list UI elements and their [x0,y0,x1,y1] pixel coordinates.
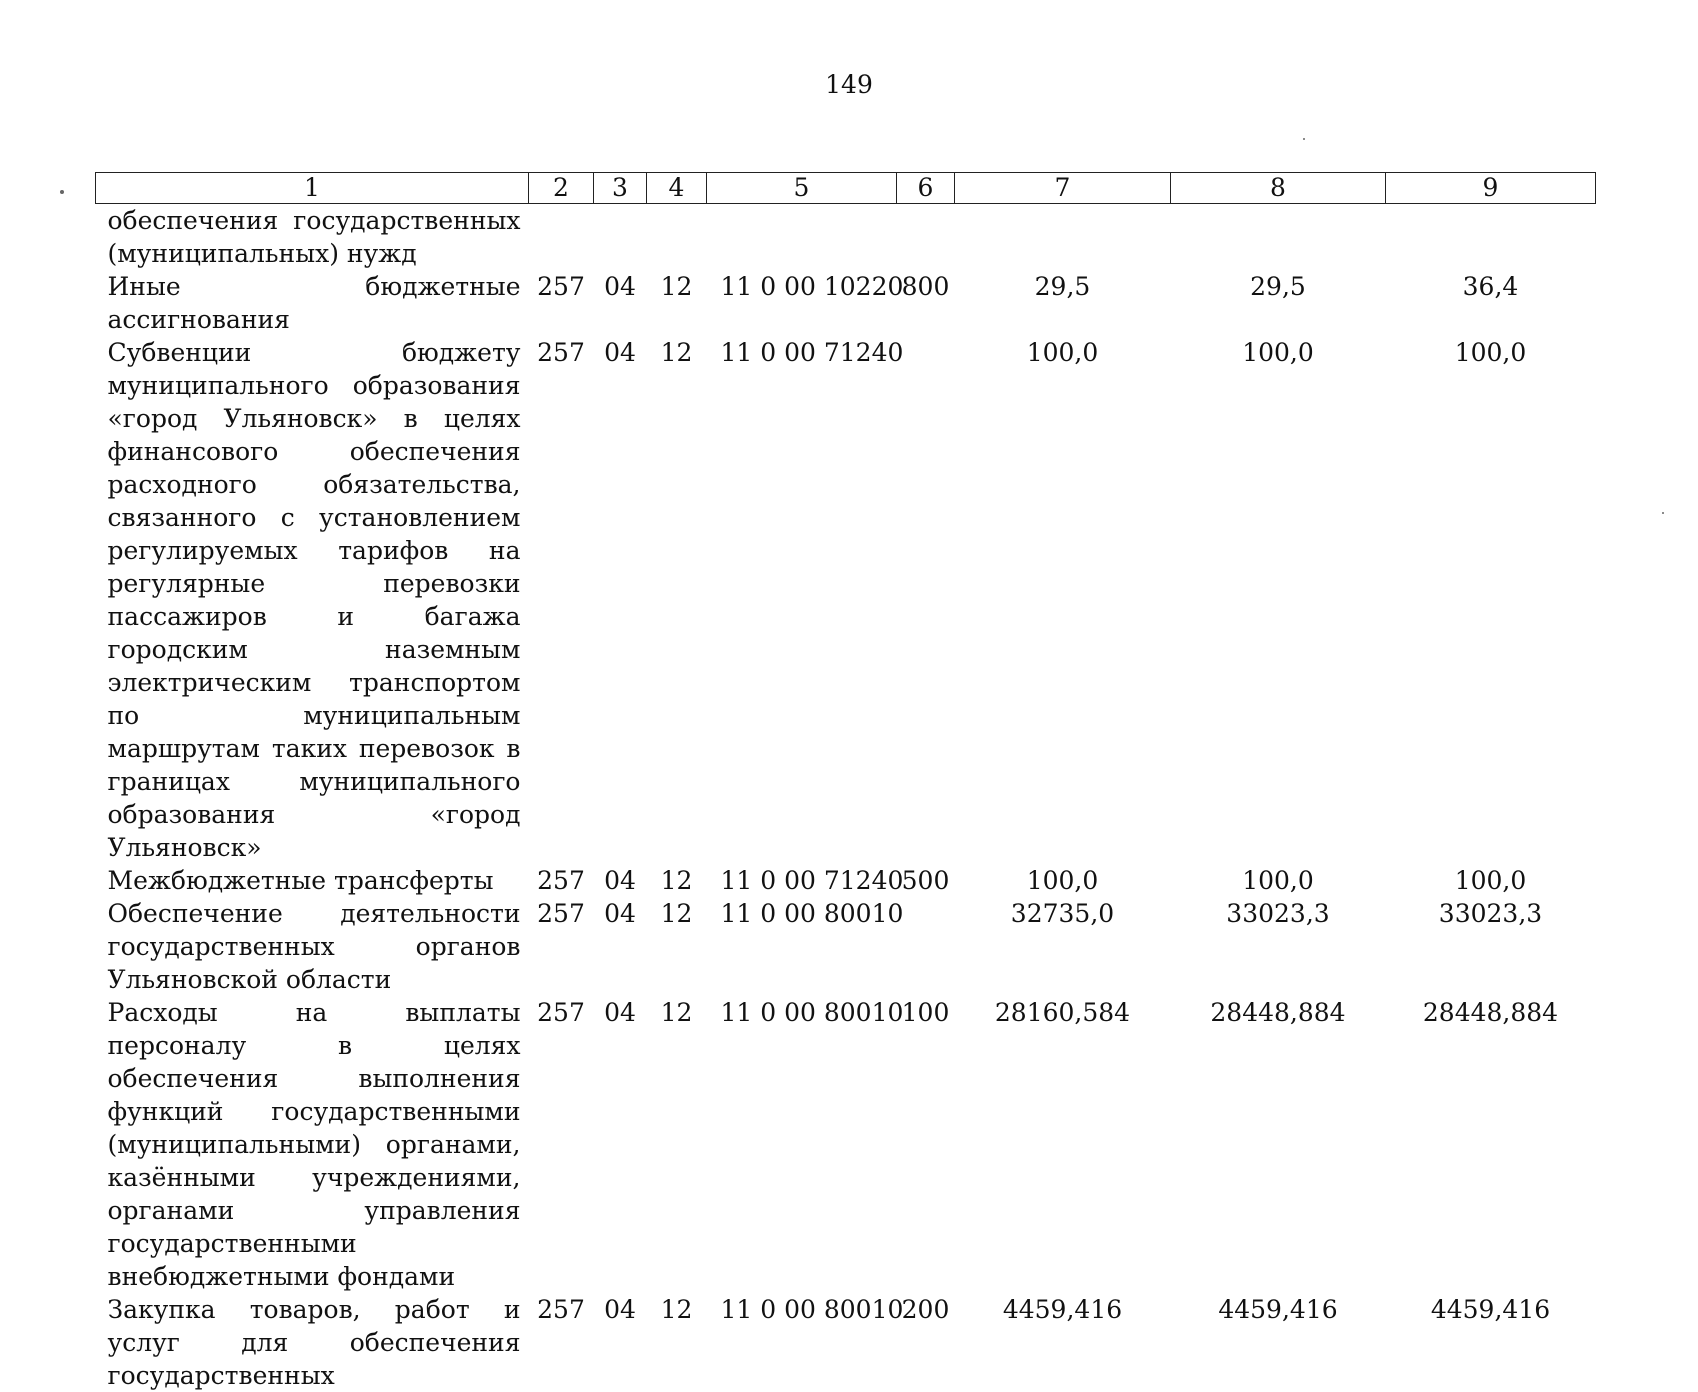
code-col-4: 12 [660,1295,693,1324]
code-col-5: 11 0 00 80010 [720,899,904,928]
code-col-2: 257 [537,1295,585,1324]
code-col-4: 12 [660,866,693,895]
column-header-4: 4 [647,173,707,204]
page-number: 149 [825,70,873,99]
amount-col-9: 28448,884 [1422,998,1559,1027]
table-row [96,1293,1596,1392]
code-col-5 [707,204,897,271]
table-row [96,270,1596,336]
code-col-3: 04 [604,272,636,301]
table-row [96,336,1596,864]
amount-col-7: 4459,416 [1002,1295,1123,1324]
code-col-4: 12 [660,998,693,1027]
code-col-6: 100 [901,998,950,1027]
column-header-9: 9 [1386,173,1596,204]
amount-col-8: 100,0 [1242,866,1314,895]
budget-table [95,172,1596,1392]
code-col-5: 11 0 00 80010 [720,1295,904,1324]
code-col-3: 04 [604,338,636,367]
table-row [96,897,1596,996]
amount-col-7: 29,5 [1034,272,1091,301]
column-header-1: 1 [96,173,529,204]
amount-col-9: 33023,3 [1438,899,1543,928]
amount-col-8: 28448,884 [1210,998,1346,1027]
amount-col-8: 29,5 [1250,272,1306,301]
code-col-2: 257 [537,272,585,301]
table-row [96,204,1596,271]
amount-col-7: 100,0 [1026,866,1099,895]
amount-col-9 [1386,204,1596,271]
code-col-4 [647,204,707,271]
code-col-3: 04 [604,866,636,895]
column-header-3: 3 [594,173,647,204]
code-col-2: 257 [537,899,585,928]
code-col-2: 257 [537,998,585,1027]
code-col-6 [897,204,955,271]
amount-col-7: 100,0 [1026,338,1099,367]
code-col-4: 12 [660,272,693,301]
column-header-7: 7 [955,173,1171,204]
column-header-2: 2 [529,173,594,204]
amount-col-7 [955,204,1171,271]
code-col-6 [897,897,955,996]
code-col-3: 04 [604,1295,636,1324]
amount-col-9: 100,0 [1454,338,1527,367]
code-col-5: 11 0 00 71240 [720,338,904,367]
table-row [96,996,1596,1293]
code-col-2: 257 [537,338,585,367]
column-header-6: 6 [897,173,955,204]
code-col-2: 257 [537,866,585,895]
table-row [96,864,1596,897]
code-col-4: 12 [660,899,693,928]
code-col-3: 04 [604,998,636,1027]
amount-col-9: 36,4 [1462,272,1519,301]
code-col-6: 800 [901,272,950,301]
code-col-4: 12 [660,338,693,367]
column-header-8: 8 [1171,173,1386,204]
amount-col-7: 32735,0 [1010,899,1115,928]
column-header-5: 5 [707,173,897,204]
code-col-5: 11 0 00 10220 [720,272,904,301]
amount-col-8 [1171,204,1386,271]
code-col-2 [529,204,594,271]
row-name: Иные бюджетные ассигнования [107,272,521,334]
row-name: обеспечения государственных (муниципальных) нужд [107,206,521,268]
amount-col-8: 33023,3 [1226,899,1330,928]
code-col-3: 04 [604,899,636,928]
row-name: Закупка товаров, работ и услуг для обеспечения государственных [107,1295,521,1390]
code-col-6: 200 [901,1295,950,1324]
scan-speck [1662,512,1664,514]
row-name: Обеспечение деятельности государственных органов Ульяновской области [107,899,521,994]
amount-col-7: 28160,584 [994,998,1131,1027]
amount-col-9: 4459,416 [1430,1295,1551,1324]
row-name: Расходы на выплаты персоналу в целях обеспечения выполнения функций государственными (муниципальными) органами, казёнными учреждениями, органами управления государственными внебюджетными фондами [107,998,521,1291]
amount-col-9: 100,0 [1454,866,1527,895]
scan-speck [60,190,64,194]
amount-col-8: 100,0 [1242,338,1314,367]
code-col-3 [594,204,647,271]
column-number-row [96,173,1596,204]
code-col-5: 11 0 00 71240 [720,866,904,895]
code-col-6: 500 [901,866,950,895]
row-name: Межбюджетные трансферты [107,866,494,895]
scan-speck [1303,138,1305,140]
amount-col-8: 4459,416 [1218,1295,1338,1324]
code-col-5: 11 0 00 80010 [720,998,904,1027]
row-name: Субвенции бюджету муниципального образования «город Ульяновск» в целях финансового обеспечения расходного обязательства, связанного с установлением регулируемых тарифов на регулярные перевозки пассажиров и багажа городским наземным электрическим транспортом по муниципальным маршрутам таких перевозок в границах муниципального образования «город Ульяновск» [107,338,521,862]
code-col-6 [897,336,955,864]
